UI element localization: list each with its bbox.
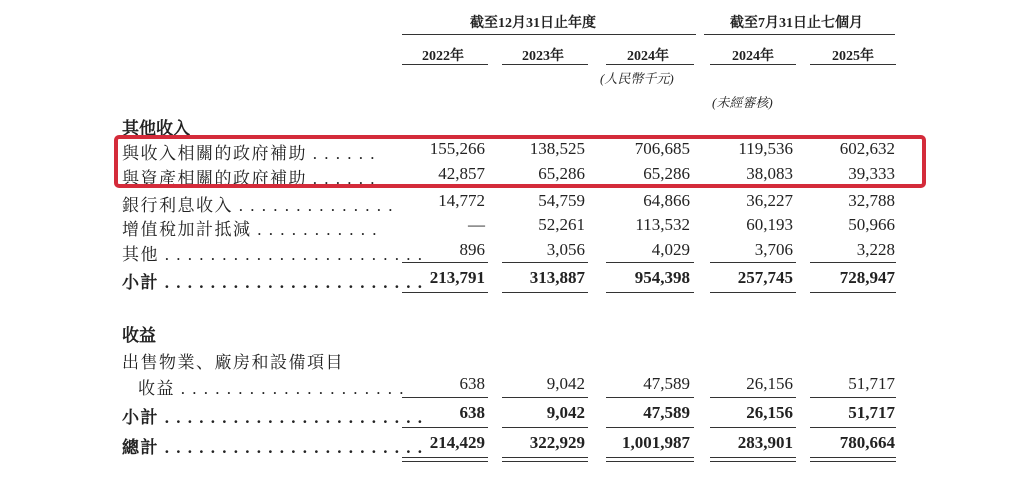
cell: 50,966 [848,215,895,234]
row-label: 與收入相關的政府補助 . . . . . . [122,144,376,163]
sum-rule [502,292,588,293]
cell: 51,717 [848,403,895,422]
cell: — [468,215,485,234]
header-seven-months: 截至7月31日止七個月 [730,16,863,31]
header-rule-2 [704,34,895,35]
sum-rule [810,427,896,428]
cell: 638 [459,374,485,393]
cell: 119,536 [738,139,793,158]
total-double-rule [810,457,896,458]
cell: 322,929 [529,433,585,452]
sum-rule [810,292,896,293]
cell: 155,266 [429,139,485,158]
sum-rule [810,397,896,398]
cell: 51,717 [848,374,895,393]
cell: 60,193 [746,215,793,234]
cell: 4,029 [651,240,690,259]
total-double-rule [810,461,896,462]
cell: 26,156 [746,374,793,393]
total-double-rule [402,457,488,458]
cell: 3,228 [856,240,895,259]
year-rule-5 [810,64,896,65]
year-col-2: 2023年 [522,49,564,64]
cell: 214,429 [429,433,485,452]
highlight-box [114,135,926,188]
row-label: 收益 . . . . . . . . . . . . . . . . . . . . [138,379,405,398]
cell: 1,001,987 [622,433,690,452]
header-rule-1 [402,34,696,35]
cell: 3,056 [546,240,585,259]
cell: 780,664 [839,433,895,452]
cell: 64,866 [643,191,690,210]
row-label: 銀行利息收入 . . . . . . . . . . . . . . [122,196,394,215]
year-col-5: 2025年 [832,49,874,64]
cell: 52,261 [538,215,585,234]
sum-rule [402,262,488,263]
total-double-rule [606,461,694,462]
sum-rule [402,397,488,398]
sum-rule [606,397,694,398]
cell: 138,525 [529,139,585,158]
sum-rule [810,262,896,263]
section-gains: 收益 [122,326,156,345]
cell: 954,398 [634,268,690,287]
cell: 38,083 [746,164,793,183]
row-label: 與資產相關的政府補助 . . . . . . [122,169,376,188]
year-col-3: 2024年 [627,49,669,64]
total-double-rule [710,457,796,458]
total-double-rule [402,461,488,462]
cell: 54,759 [538,191,585,210]
cell: 602,632 [839,139,895,158]
cell: 65,286 [538,164,585,183]
cell: 113,532 [635,215,690,234]
unaudited-note: (未經審核) [712,95,773,110]
cell: 9,042 [546,403,585,422]
cell: 3,706 [754,240,793,259]
year-rule-2 [502,64,588,65]
year-col-4: 2024年 [732,49,774,64]
sum-rule [502,397,588,398]
row-label: 增值稅加計抵減 . . . . . . . . . . . [122,220,378,239]
cell: 42,857 [438,164,485,183]
sum-rule [606,262,694,263]
section-other-income: 其他收入 [122,119,190,138]
cell: 47,589 [643,403,690,422]
cell: 896 [459,240,485,259]
sum-rule [502,427,588,428]
cell: 213,791 [429,268,485,287]
year-rule-4 [710,64,796,65]
sum-rule [606,427,694,428]
cell: 728,947 [839,268,895,287]
cell: 9,042 [546,374,585,393]
cell: 638 [459,403,485,422]
cell: 32,788 [848,191,895,210]
sum-rule [710,427,796,428]
cell: 313,887 [529,268,585,287]
total-double-rule [710,461,796,462]
year-col-1: 2022年 [422,49,464,64]
cell: 36,227 [746,191,793,210]
sum-rule [710,397,796,398]
cell: 26,156 [746,403,793,422]
sum-rule [502,262,588,263]
total-double-rule [502,457,588,458]
sum-rule [710,262,796,263]
cell: 65,286 [643,164,690,183]
row-label: 出售物業、廠房和設備項目 [122,353,344,372]
sum-rule [402,427,488,428]
row-label-total: 總計 . . . . . . . . . . . . . . . . . . . . . . . [122,438,424,457]
total-double-rule [606,457,694,458]
sum-rule [402,292,488,293]
row-label-subtotal: 小計 . . . . . . . . . . . . . . . . . . . . . . . [122,408,424,427]
total-double-rule [502,461,588,462]
year-rule-1 [402,64,488,65]
sum-rule [710,292,796,293]
cell: 47,589 [643,374,690,393]
cell: 14,772 [438,191,485,210]
year-rule-3 [606,64,694,65]
cell: 39,333 [848,164,895,183]
unit-note: (人民幣千元) [600,71,674,86]
row-label-subtotal: 小計 . . . . . . . . . . . . . . . . . . . . . . . [122,273,424,292]
header-year-ended: 截至12月31日止年度 [470,16,596,31]
sum-rule [606,292,694,293]
cell: 283,901 [737,433,793,452]
cell: 706,685 [634,139,690,158]
cell: 257,745 [737,268,793,287]
row-label: 其他 . . . . . . . . . . . . . . . . . . . . . . . [122,245,424,264]
